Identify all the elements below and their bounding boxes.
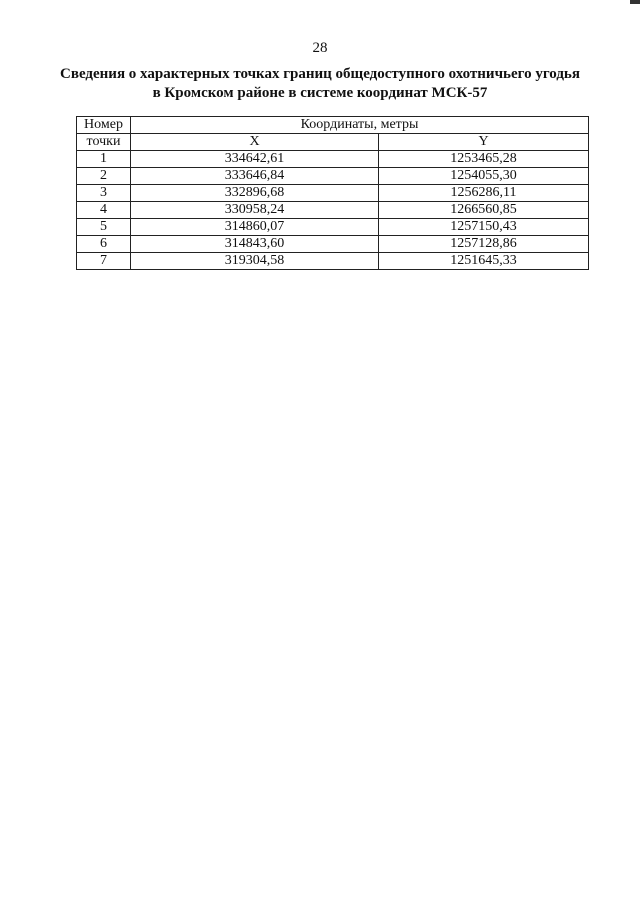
- table-row: [77, 219, 589, 236]
- cell-x: 332896,68: [131, 185, 379, 202]
- cell-x: 314860,07: [131, 219, 379, 236]
- cell-y: 1253465,28: [379, 151, 589, 168]
- table-row: [77, 151, 589, 168]
- header-coordinates: Координаты, метры: [131, 117, 589, 134]
- cell-point-number: 5: [77, 219, 131, 236]
- cell-y: 1257128,86: [379, 236, 589, 253]
- cell-x: 334642,61: [131, 151, 379, 168]
- cell-point-number: 7: [77, 253, 131, 270]
- cell-y: 1256286,11: [379, 185, 589, 202]
- cell-point-number: 3: [77, 185, 131, 202]
- table-row: [77, 202, 589, 219]
- cell-point-number: 2: [77, 168, 131, 185]
- scan-corner-mark: [630, 0, 640, 4]
- header-point-number: Номер: [77, 117, 131, 134]
- header-point-label: точки: [77, 134, 131, 151]
- cell-y: 1266560,85: [379, 202, 589, 219]
- header-x: X: [131, 134, 379, 151]
- table-header-row: [77, 117, 589, 134]
- cell-x: 330958,24: [131, 202, 379, 219]
- cell-x: 314843,60: [131, 236, 379, 253]
- document-title: [40, 65, 600, 103]
- table-subheader-row: [77, 134, 589, 151]
- coordinates-table: [76, 116, 589, 270]
- cell-point-number: 1: [77, 151, 131, 168]
- cell-y: 1257150,43: [379, 219, 589, 236]
- title-line-1: Сведения о характерных точках границ общедоступного охотничьего угодья: [60, 66, 580, 82]
- cell-y: 1251645,33: [379, 253, 589, 270]
- table-row: [77, 236, 589, 253]
- table-row: [77, 168, 589, 185]
- cell-x: 333646,84: [131, 168, 379, 185]
- page-number: 28: [312, 40, 328, 56]
- cell-y: 1254055,30: [379, 168, 589, 185]
- title-line-2: в Кромском районе в системе координат МСК-57: [152, 85, 488, 101]
- cell-point-number: 6: [77, 236, 131, 253]
- header-y: Y: [379, 134, 589, 151]
- table-row: [77, 185, 589, 202]
- cell-point-number: 4: [77, 202, 131, 219]
- cell-x: 319304,58: [131, 253, 379, 270]
- table-row: [77, 253, 589, 270]
